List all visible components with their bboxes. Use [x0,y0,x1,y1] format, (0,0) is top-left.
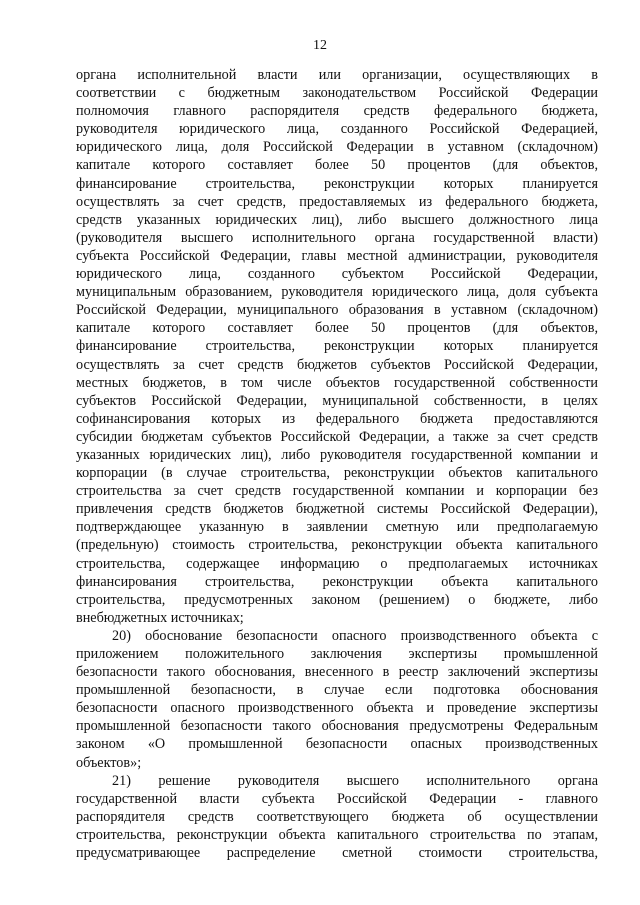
text-line: субъектов Российской Федерации, муниципальной собственности, в целях [76,392,598,409]
text-line: органа исполнительной власти или организации, осуществляющих в [76,67,598,83]
text-line: привлечения средств бюджетов бюджетной системы Российской Федерации), [76,501,598,518]
text-line: распорядителя средств соответствующего бюджета об осуществлении [76,808,598,825]
text-line: средств указанных юридических лиц), либо высшего должностного лица [76,211,598,228]
text-line: полномочия главного распорядителя средств федерального бюджета, [76,103,598,120]
text-line: промышленной безопасности, в случае если подготовка обоснования [76,682,598,699]
text-line: безопасности такого обоснования, внесенного в реестр заключений экспертизы [76,664,598,681]
text-line: руководителя юридического лица, созданного Российской Федерацией, [76,121,598,138]
text-line: внебюджетных источниках; [76,609,244,626]
text-line: местных бюджетов, в том числе объектов государственной собственности [76,374,598,391]
text-line: (руководителя высшего исполнительного органа государственной власти) [76,229,598,246]
text-line: подтверждающее указанную в заявлении сметную или предполагаемую [76,519,598,536]
text-line: 20) обоснование безопасности опасного производственного объекта с [112,627,598,644]
text-line: капитале которого составляет более 50 процентов (для объектов, [76,320,598,337]
text-line: приложением положительного заключения экспертизы промышленной [76,646,598,662]
text-line: юридического лица, созданного субъектом Российской Федерации, [76,266,598,283]
text-line: (предельную) стоимость строительства, реконструкции объекта капитального [76,537,598,554]
text-line: строительства, предусмотренных законом (решением) о бюджете, либо [76,591,598,608]
text-line: капитале которого составляет более 50 процентов (для объектов, [76,157,598,174]
text-line: строительства, содержащее информацию о предполагаемых источниках [76,555,598,572]
text-line: муниципальным образованием, руководителя юридического лица, доля субъекта [76,284,598,301]
text-line: предусматривающее распределение сметной стоимости строительства, [76,845,598,862]
text-line: осуществлять за счет средств бюджетов субъектов Российской Федерации, [76,356,598,373]
text-line: объектов»; [76,754,142,771]
text-line: строительства, реконструкции объекта капитального строительства по этапам, [76,826,598,843]
text-line: безопасности опасного производственного объекта и проведение экспертизы [76,700,598,717]
text-line: финансирование строительства, реконструкции которых планируется [76,338,598,355]
text-line: соответствии с бюджетным законодательством Российской Федерации [76,85,598,102]
text-line: софинансирования которых из федерального бюджета предоставляются [76,410,598,427]
text-line: законом «О промышленной безопасности опасных производственных [76,736,598,753]
text-line: указанных юридических лиц), либо руководителя государственной компании и [76,446,598,463]
text-line: государственной власти субъекта Российской Федерации - главного [76,790,598,807]
text-line: корпорации (в случае строительства, реконструкции объектов капитального [76,465,598,482]
text-line: Российской Федерации, муниципального образования в уставном (складочном) [76,302,598,319]
text-line: субъекта Российской Федерации, главы местной администрации, руководителя [76,247,598,264]
text-line: промышленной безопасности такого обоснования предусмотрены Федеральным [76,718,598,735]
text-line: субсидии бюджетам субъектов Российской Федерации, а также за счет средств [76,428,598,445]
text-line: 21) решение руководителя высшего исполнительного органа [112,772,598,789]
text-line: строительства за счет средств государственной компании и корпорации без [76,483,598,500]
text-line: осуществлять за счет средств, предоставляемых из федерального бюджета, [76,193,598,210]
page-number: 12 [313,38,327,53]
text-line: юридического лица, доля Российской Федерации в уставном (складочном) [76,139,598,156]
text-line: финансирование строительства, реконструкции которых планируется [76,175,598,192]
text-line: финансирования строительства, реконструкции объекта капитального [76,573,598,590]
body-text [76,66,598,862]
